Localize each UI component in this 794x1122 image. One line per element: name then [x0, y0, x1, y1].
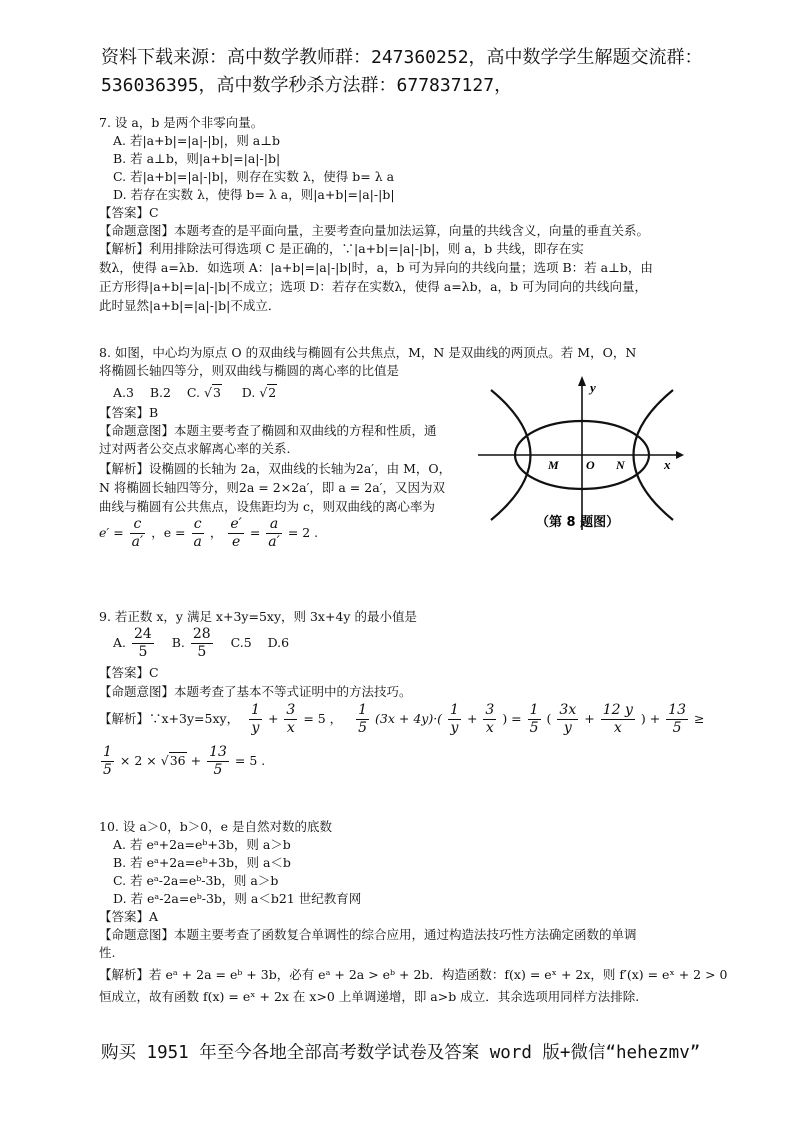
q7-analysis-4: 此时显然|a+b|=|a|-|b|不成立．	[99, 298, 281, 313]
q8-option-c: C.	[186, 385, 200, 400]
label-o: O	[586, 458, 595, 472]
q7-option-d: D. 若存在实数 λ，使得 b= λ a，则|a+b|=|a|-|b|	[113, 187, 395, 202]
fraction: $\frac{a}{a'}$	[268, 516, 280, 550]
q9-option-a: A.	[113, 635, 127, 650]
q7-option-a: A. 若|a+b|=|a|-|b|，则 a⊥b	[113, 133, 281, 148]
label-y: y	[590, 380, 596, 395]
footer-ad: 购买 1951 年至今各地全部高考数学试卷及答案 word 版+微信“hehezmv”	[101, 1043, 701, 1063]
fraction: $\frac{3}{x}$	[286, 702, 296, 736]
q7-answer: 【答案】C	[99, 205, 159, 220]
q9-option-c: C.5	[230, 635, 252, 650]
q8-stem-2: 将椭圆长轴四等分，则双曲线与椭圆的离心率的比值是	[99, 363, 400, 378]
q8-option-a: A.3	[113, 385, 134, 400]
q8-option-b: B.2	[149, 385, 171, 400]
y-axis-arrow-icon	[578, 376, 586, 386]
q10-analysis-1: 【解析】若 eᵃ + 2a = eᵇ + 3b，必有 eᵃ + 2a > eᵇ + 2b．构造函数：f(x) = eˣ + 2x，则 f′(x) = eˣ + 2 > 0	[99, 967, 728, 982]
q8-intent-1: 【命题意图】本题主要考查了椭圆和双曲线的方程和性质，通	[99, 423, 437, 438]
fraction: $\frac{3x}{y}$	[559, 702, 577, 736]
q7-analysis-2: 数λ，使得 a=λb．如选项 A：|a+b|=|a|-|b|时，a，b 可为异向的共线向量；选项 B：若 a⊥b，由	[99, 260, 653, 275]
fraction: $\frac{1}{y}$	[450, 702, 459, 736]
q10-intent-2: 性.	[99, 945, 116, 960]
q7-analysis-3: 正方形得|a+b|=|a|-|b|不成立；选项 D：若存在实数λ，使得 a=λb，a，b 可为同向的共线向量，	[99, 279, 648, 294]
header-line-1: 资料下载来源：高中数学教师群：247360252，高中数学学生解题交流群：	[101, 47, 703, 68]
header-line-2: 536036395，高中数学秒杀方法群：677837127，	[101, 75, 513, 96]
q8-option-d-value: 2	[268, 385, 277, 400]
fraction: $\frac{3}{x}$	[485, 702, 495, 736]
q8-analysis-2: N 将椭圆长轴四等分，则2a = 2×2a′，即 a = 2a′，又因为双	[99, 480, 445, 495]
q8-answer: 【答案】B	[99, 405, 159, 420]
q7-option-c: C. 若|a+b|=|a|-|b|，则存在实数 λ，使得 b= λ a	[113, 169, 395, 184]
q9-option-b: B.	[171, 635, 185, 650]
q8-stem-1: 8. 如图，中心均为原点 O 的双曲线与椭圆有公共焦点，M，N 是双曲线的两顶点。若 M，O，N	[99, 345, 637, 360]
q10-option-b: B. 若 eᵃ+2a=eᵇ+3b，则 a＜b	[113, 855, 291, 870]
fraction: $\frac{1}{5}$	[103, 744, 112, 778]
q10-answer: 【答案】A	[99, 909, 159, 924]
q10-stem: 10. 设 a＞0，b＞0，e 是自然对数的底数	[99, 819, 333, 834]
q8-formula: e′ = $\frac{c}{a'}$ ，e = $\frac{c}{a}$ ， $\frac{e'}{e}$ = $\frac{a}{a'}$ = 2 .	[99, 516, 319, 550]
q10-intent-1: 【命题意图】本题主要考查了函数复合单调性的综合应用，通过构造法技巧性方法确定函数的单调	[99, 927, 637, 942]
fraction: $\frac{28}{5}$	[192, 626, 211, 660]
fraction: $\frac{1}{y}$	[251, 702, 260, 736]
q7-option-b: B. 若 a⊥b，则|a+b|=|a|-|b|	[113, 151, 281, 166]
q9-options	[113, 626, 289, 661]
q8-analysis-3: 曲线与椭圆有公共焦点，设焦距均为 c，则双曲线的离心率为	[99, 499, 435, 514]
q7-analysis-1: 【解析】利用排除法可得选项 C 是正确的，∵|a+b|=|a|-|b|，则 a，b 共线，即存在实	[99, 241, 584, 256]
fraction: $\frac{1}{5}$	[529, 702, 539, 736]
q7-intent: 【命题意图】本题考查的是平面向量，主要考查向量加法运算，向量的共线含义，向量的垂直关系。	[99, 223, 650, 238]
fraction: $\frac{13}{5}$	[668, 702, 686, 736]
q8-figure	[476, 370, 691, 540]
q10-option-c: C. 若 eᵃ-2a=eᵇ-3b，则 a＞b	[113, 873, 279, 888]
q9-intent: 【命题意图】本题考查了基本不等式证明中的方法技巧。	[99, 684, 412, 699]
q8-intent-2: 过对两者公交点求解离心率的关系.	[99, 441, 291, 456]
q10-option-a: A. 若 eᵃ+2a=eᵇ+3b，则 a＞b	[113, 837, 291, 852]
q9-answer: 【答案】C	[99, 665, 159, 680]
label-n: N	[616, 458, 625, 472]
q9-analysis-line-2: $\frac{1}{5}$ × 2 × √36 + $\frac{13}{5}$ = 5 .	[103, 744, 266, 778]
q8-option-c-value: 3	[212, 385, 221, 400]
label-m: M	[548, 458, 559, 472]
q9-stem: 9. 若正数 x，y 满足 x+3y=5xy，则 3x+4y 的最小值是	[99, 609, 417, 624]
q9-analysis-line-1: 【解析】∵x+3y=5xy， $\frac{1}{y}$ + $\frac{3}{x}$ = 5 ， $\frac{1}{5}$ (3x + 4y)·( $\frac{1}{y}$ + $\frac{3}{x}$ ) = $\frac{1}{5}$ ( $\frac{3x}{y}$ + $\frac{12 y}{x}$ ) + $\frac{13}{5}$ ≥	[99, 702, 705, 736]
q8-options: A.3 B.2 C. √3 D. √2	[113, 385, 277, 400]
fraction: $\frac{c}{a'}$	[131, 516, 144, 550]
q7-stem: 7. 设 a，b 是两个非零向量。	[99, 115, 264, 130]
q9-option-d: D.6	[267, 635, 290, 650]
label-x: x	[664, 457, 671, 472]
q10-analysis-2: 恒成立，故有函数 f(x) = eˣ + 2x 在 x>0 上单调递增，即 a>b 成立．其余选项用同样方法排除.	[99, 989, 640, 1004]
q8-analysis-1: 【解析】设椭圆的长轴为 2a，双曲线的长轴为2a′，由 M，O，	[99, 461, 452, 476]
x-axis-arrow-icon	[676, 451, 684, 459]
figure-caption: （第 8 题图）	[536, 515, 620, 530]
q10-option-d: D. 若 eᵃ-2a=eᵇ-3b，则 a＜b21 世纪教育网	[113, 891, 362, 906]
fraction: $\frac{1}{5}$	[358, 702, 368, 736]
q8-option-d: D.	[241, 385, 256, 400]
fraction: $\frac{e'}{e}$	[230, 516, 242, 550]
fraction: $\frac{c}{a}$	[193, 516, 202, 550]
fraction: $\frac{12 y}{x}$	[602, 702, 633, 736]
fraction: $\frac{13}{5}$	[209, 744, 227, 778]
fraction: $\frac{24}{5}$	[134, 626, 152, 660]
